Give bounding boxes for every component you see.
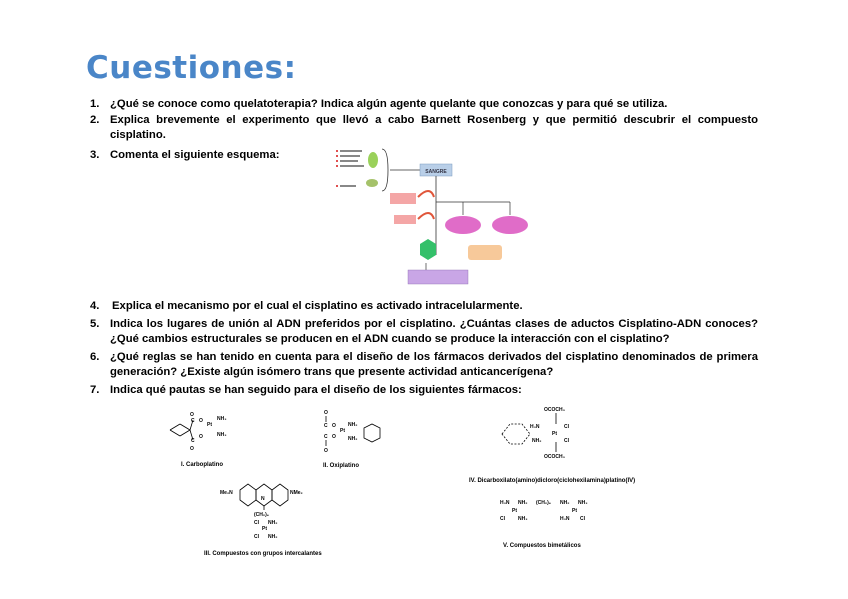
scheme-box-pink-2: [394, 215, 416, 224]
svg-text:NH₂: NH₂: [348, 436, 358, 442]
svg-text:Cl: Cl: [254, 520, 259, 526]
svg-text:O: O: [190, 446, 194, 452]
svg-text:NH₃: NH₃: [518, 516, 528, 522]
svg-text:NH₂: NH₂: [560, 500, 570, 506]
oxiplatino-caption: II. Oxiplatino: [323, 463, 360, 469]
svg-text:C: C: [191, 438, 195, 444]
svg-text:Pt: Pt: [512, 508, 517, 514]
svg-text:(CH₂)₆: (CH₂)₆: [536, 500, 552, 506]
svg-text:Pt: Pt: [262, 526, 267, 532]
cisplatin-scheme-diagram: [330, 145, 560, 290]
svg-text:NH₃: NH₃: [217, 432, 227, 438]
svg-text:Cl: Cl: [254, 534, 259, 540]
question-text: Explica el mecanismo por el cual el cisplatino es activado intracelularmente.: [112, 300, 523, 312]
scheme-node-magenta-2: [492, 216, 528, 234]
svg-text:O: O: [332, 434, 336, 440]
svg-text:O: O: [324, 410, 328, 416]
scheme-node-green: [420, 239, 436, 260]
svg-text:O: O: [190, 412, 194, 418]
svg-text:O: O: [324, 448, 328, 454]
svg-text:NH₃: NH₃: [217, 416, 227, 422]
svg-text:OCOCH₃: OCOCH₃: [544, 454, 565, 460]
svg-text:Pt: Pt: [340, 428, 345, 434]
question-number: 6.: [90, 351, 100, 363]
carboplatino-structure: [165, 408, 245, 460]
svg-text:NH₂: NH₂: [268, 534, 278, 540]
question-text: Indica qué pautas se han seguido para el diseño de los siguientes fármacos:: [110, 384, 522, 396]
question-text: ¿Qué se conoce como quelatoterapia? Indica algún agente quelante que conozcas y para qué se utiliza.: [110, 98, 668, 110]
svg-text:Cl: Cl: [564, 424, 569, 430]
svg-text:O: O: [199, 418, 203, 424]
pt-iv-structure: [500, 402, 590, 464]
question-text: Comenta el siguiente esquema:: [110, 149, 280, 161]
svg-text:H₃N: H₃N: [500, 500, 510, 506]
svg-text:Pt: Pt: [207, 422, 212, 428]
question-number: 2.: [90, 114, 100, 126]
svg-text:Cl: Cl: [564, 438, 569, 444]
bimetalicos-caption: V. Compuestos bimetálicos: [503, 543, 581, 549]
oxiplatino-structure: [320, 408, 390, 458]
scheme-box-pink-1: [390, 193, 416, 204]
svg-text:Cl: Cl: [500, 516, 505, 522]
svg-text:C: C: [324, 423, 328, 429]
svg-text:(CH₂)₆: (CH₂)₆: [254, 512, 270, 518]
question-text: Indica los lugares de unión al ADN preferidos por el cisplatino. ¿Cuántas clases de aductos Cisplatino-ADN conoces? ¿Qué cambios estructurales se producen en el ADN cuando se produce la interacción con el cisplatino?: [110, 318, 758, 345]
pt-iv-caption: IV. Dicarboxilato(amino)dicloro(ciclohexilamina)platino(IV): [469, 478, 636, 484]
scheme-node-magenta-1: [445, 216, 481, 234]
svg-text:NH₂: NH₂: [268, 520, 278, 526]
page-title: Cuestiones:: [86, 50, 297, 86]
question-text: Explica brevemente el experimento que llevó a cabo Barnett Rosenberg y que permitió descubrir el compuesto cisplatino.: [110, 114, 758, 141]
scheme-bullet-list: [336, 149, 388, 191]
svg-text:H₃N: H₃N: [560, 516, 570, 522]
carboplatino-caption: I. Carboplatino: [181, 462, 223, 468]
svg-text:Me₂N: Me₂N: [220, 490, 233, 496]
svg-text:NH₂: NH₂: [532, 438, 542, 444]
svg-text:NMe₂: NMe₂: [290, 490, 303, 496]
svg-text:Cl: Cl: [580, 516, 585, 522]
scheme-label-sangre: SANGRE: [425, 169, 447, 175]
svg-text:H₃N: H₃N: [530, 424, 540, 430]
scheme-box-purple: [408, 270, 468, 284]
svg-text:OCOCH₃: OCOCH₃: [544, 407, 565, 413]
question-number: 3.: [90, 149, 100, 161]
question-number: 4.: [90, 300, 100, 312]
question-number: 1.: [90, 98, 100, 110]
question-number: 5.: [90, 318, 100, 330]
bimetalicos-structure: [498, 494, 608, 528]
svg-text:NH₂: NH₂: [348, 422, 358, 428]
svg-text:NH₃: NH₃: [578, 500, 588, 506]
scheme-box-orange: [468, 245, 502, 260]
intercalantes-caption: III. Compuestos con grupos intercalantes: [204, 551, 322, 557]
svg-text:C: C: [324, 434, 328, 440]
svg-text:O: O: [332, 423, 336, 429]
intercalantes-structure: [218, 470, 328, 544]
question-number: 7.: [90, 384, 100, 396]
question-text: ¿Qué reglas se han tenido en cuenta para el diseño de los fármacos derivados del cisplatino denominados de primera generación? ¿Existe algún isómero trans que presente actividad anticancerígena?: [110, 351, 758, 378]
svg-text:Pt: Pt: [572, 508, 577, 514]
svg-text:NH₂: NH₂: [518, 500, 528, 506]
svg-text:Pt: Pt: [552, 431, 557, 437]
svg-text:O: O: [199, 434, 203, 440]
svg-text:C: C: [191, 418, 195, 424]
svg-text:N: N: [261, 496, 265, 502]
